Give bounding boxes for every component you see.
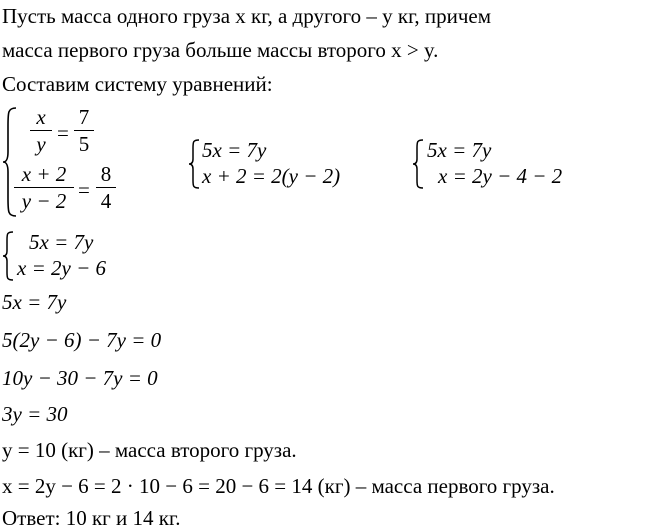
step-1: 5x = 7y [2, 290, 67, 314]
step-3: 10y − 30 − 7y = 0 [2, 366, 158, 390]
system-4-eq-1: 5x = 7y [29, 230, 94, 254]
answer-line: Ответ: 10 кг и 14 кг. [2, 506, 181, 530]
eq2-equals: = [78, 178, 90, 202]
system-3-eq-2: x = 2y − 4 − 2 [438, 164, 563, 188]
system-2-eq-1: 5x = 7y [202, 138, 267, 162]
eq2-right-denominator: 4 [100, 189, 112, 213]
eq2-right-numerator: 8 [100, 162, 112, 186]
intro-line-3: Составим систему уравнений: [2, 72, 273, 96]
intro-line-1: Пусть масса одного груза x кг, а другого – y кг, причем [2, 4, 491, 28]
step-4: 3y = 30 [2, 402, 68, 426]
eq2-left-fraction [14, 162, 74, 214]
eq1-right-fraction [74, 105, 94, 157]
system-4-eq-2: x = 2y − 6 [17, 256, 106, 280]
step-6: x = 2y − 6 = 2 · 10 − 6 = 20 − 6 = 14 (кг) – масса первого груза. [2, 474, 555, 498]
eq2-right-fraction [96, 162, 116, 214]
eq1-left-fraction [30, 105, 52, 157]
step-5: y = 10 (кг) – масса второго груза. [2, 438, 297, 462]
system-2-brace-icon [188, 138, 200, 190]
eq1-right-denominator: 5 [78, 132, 90, 156]
eq1-equals: = [57, 121, 69, 145]
eq1-left-numerator: x [36, 105, 46, 129]
system-4-brace-icon [2, 230, 14, 282]
step-2: 5(2y − 6) − 7y = 0 [2, 328, 162, 352]
system-3-brace-icon [412, 138, 424, 190]
eq2-left-denominator: y − 2 [21, 189, 67, 213]
system-2-eq-2: x + 2 = 2(y − 2) [202, 164, 341, 188]
eq2-left-numerator: x + 2 [21, 162, 67, 186]
eq1-left-denominator: y [36, 132, 46, 156]
system-3-eq-1: 5x = 7y [427, 138, 492, 162]
intro-line-2: масса первого груза больше массы второго x > y. [2, 38, 439, 62]
eq1-right-numerator: 7 [78, 105, 90, 129]
